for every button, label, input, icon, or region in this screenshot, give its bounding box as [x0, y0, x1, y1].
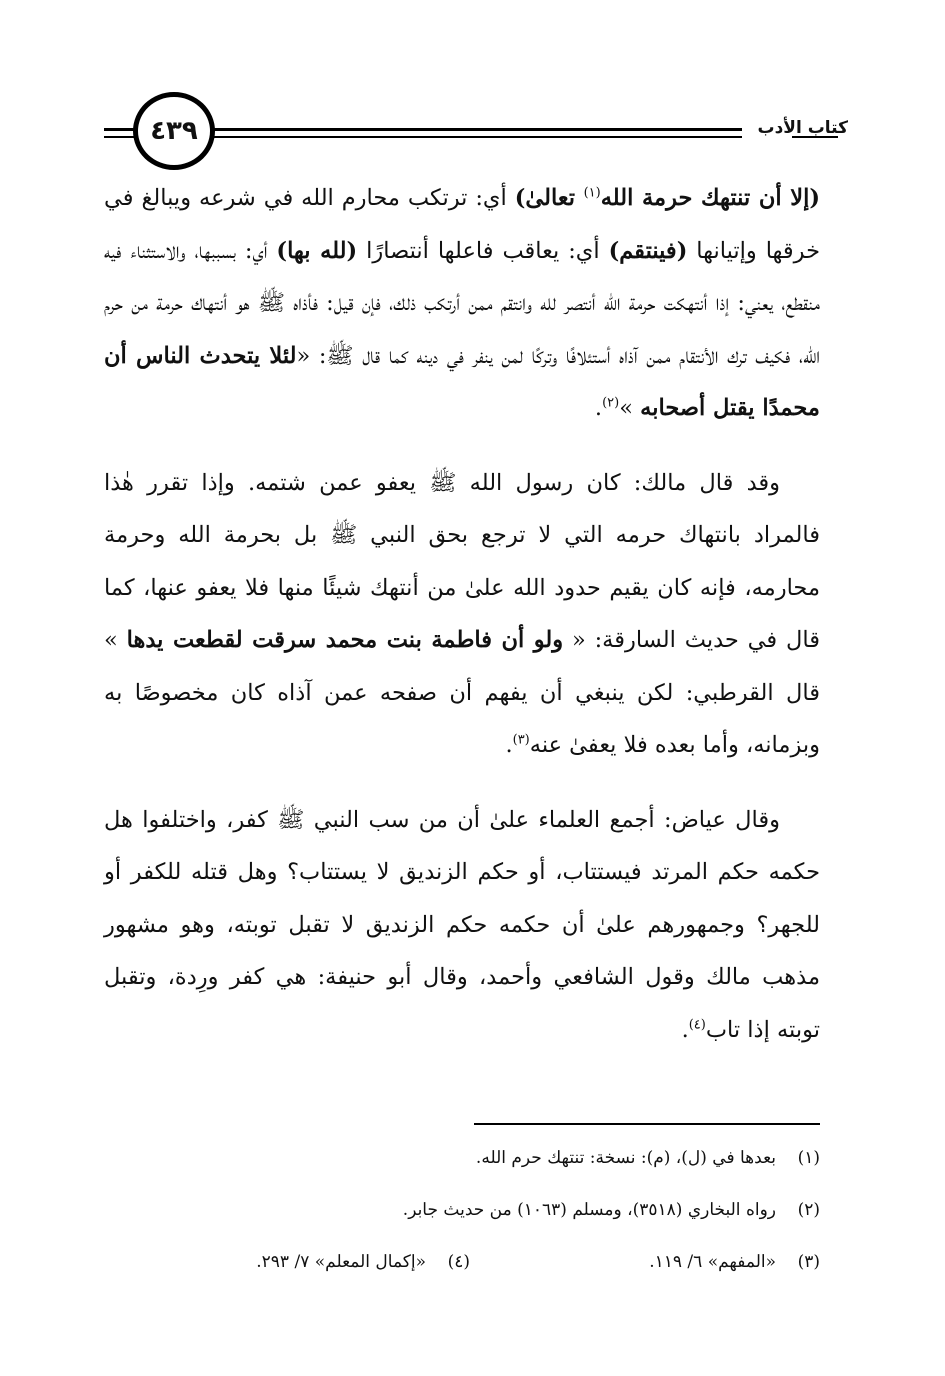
paragraph-2 [104, 457, 820, 772]
footnote-row-3-4 [104, 1236, 820, 1288]
footnote-number: (١) [797, 1148, 820, 1168]
period: . [505, 732, 513, 758]
footnote-number: (٣) [797, 1252, 820, 1272]
hadith-quote: لئلا يتحدث الناس أن محمدًا يقتل أصحابه [104, 342, 820, 421]
footnote-number: (٤) [447, 1252, 470, 1272]
commentary-text: وقال عياض: أجمع العلماء علىٰ أن من سب النبي ﷺ كفر، واختلفوا هل حكمه حكم المرتد فيستتاب، أو حكم الزنديق لا يستتاب؟ وهل قتله للكفر أو للجهر؟ وجمهورهم علىٰ أن حكمه حكم الزنديق لا تقبل توبته، وهو مشهور مذهب مالك وقول الشافعي وأحمد، وقال أبو حنيفة: هي كفر ورِدة، وتقبل توبته إذا تاب [104, 806, 820, 1043]
footnote-ref-3: (٣) [512, 732, 530, 748]
quoted-hadith-phrase: (فينتقم) [608, 237, 688, 264]
quoted-hadith-phrase: (إلا أن تنتهك حرمة الله [600, 185, 820, 211]
commentary-text: أي: يعاقب فاعلها أنتصارًا [357, 237, 609, 264]
footnote-2 [104, 1184, 820, 1236]
paragraph-1 [104, 172, 820, 435]
commentary-text: » قال القرطبي: لكن ينبغي أن يفهم أن صفحه عمن آذاه كان مخصوصًا به وبزمانه، وأما بعده فلا يعفىٰ عنه [104, 627, 820, 758]
period: . [594, 395, 603, 421]
main-text [104, 172, 820, 1078]
footnotes [104, 1132, 820, 1288]
footnote-separator [474, 1123, 820, 1125]
quote-close: » [619, 395, 641, 421]
commentary-text: أي: بسببها، والاستثناء فيه منقطع، يعني: إذا أنتهكت حرمة الله أنتصر لله وانتقم ممن أرتكب ذلك، فإن قيل: فأذاه ﷺ هو أنتهاك حرمة من حرم الله، فكيف ترك الأنتقام ممن آذاه أستئلافًا وتركًا لمن ينفر في دينه كما قال ﷺ: « [104, 237, 820, 369]
quoted-hadith-phrase: (لله بها) [276, 237, 358, 264]
page-number: ٤٣٩ [133, 92, 215, 170]
header-rule-main [210, 128, 742, 131]
paragraph-3 [104, 794, 820, 1057]
footnote-number: (٢) [797, 1200, 820, 1220]
commentary-text: أي: ترتكب محارم الله في شرعه ويبالغ في خرقها وإتيانها [104, 185, 821, 264]
commentary-text: وقد قال مالك: كان رسول الله ﷺ يعفو عمن شتمه. وإذا تقرر هٰذا فالمراد بانتهاك حرمه التي لا ترجع بحق النبي ﷺ بل بحرمة الله وحرمة محارمه، فإنه كان يقيم حدود الله علىٰ من أنتهك شيئًا منها فلا يعفو عنها، كما قال في حديث السارقة: « [104, 469, 820, 653]
quoted-hadith-phrase: تعالىٰ) [514, 185, 584, 211]
header-rule-main-lower [210, 136, 742, 138]
footnote-text: «المفهم» ٦/ ١١٩. [649, 1252, 776, 1272]
running-header-title: كتاب الأدب [757, 118, 848, 138]
footnote-ref-1: (١) [583, 185, 601, 201]
footnote-text: «إكمال المعلم» ٧/ ٢٩٣. [256, 1252, 426, 1272]
footnote-text: بعدها في (ل)، (م): نسخة: تنتهك حرم الله. [475, 1148, 776, 1168]
footnote-ref-2: (٢) [602, 395, 620, 411]
period: . [681, 1016, 689, 1043]
footnote-4 [256, 1236, 470, 1288]
footnote-1 [104, 1132, 820, 1184]
footnote-ref-4: (٤) [688, 1017, 706, 1032]
footnote-3 [470, 1236, 820, 1288]
footnote-text: رواه البخاري (٣٥١٨)، ومسلم (١٠٦٣) من حديث جابر. [402, 1200, 776, 1220]
hadith-quote: ولو أن فاطمة بنت محمد سرقت لقطعت يدها [126, 627, 564, 653]
